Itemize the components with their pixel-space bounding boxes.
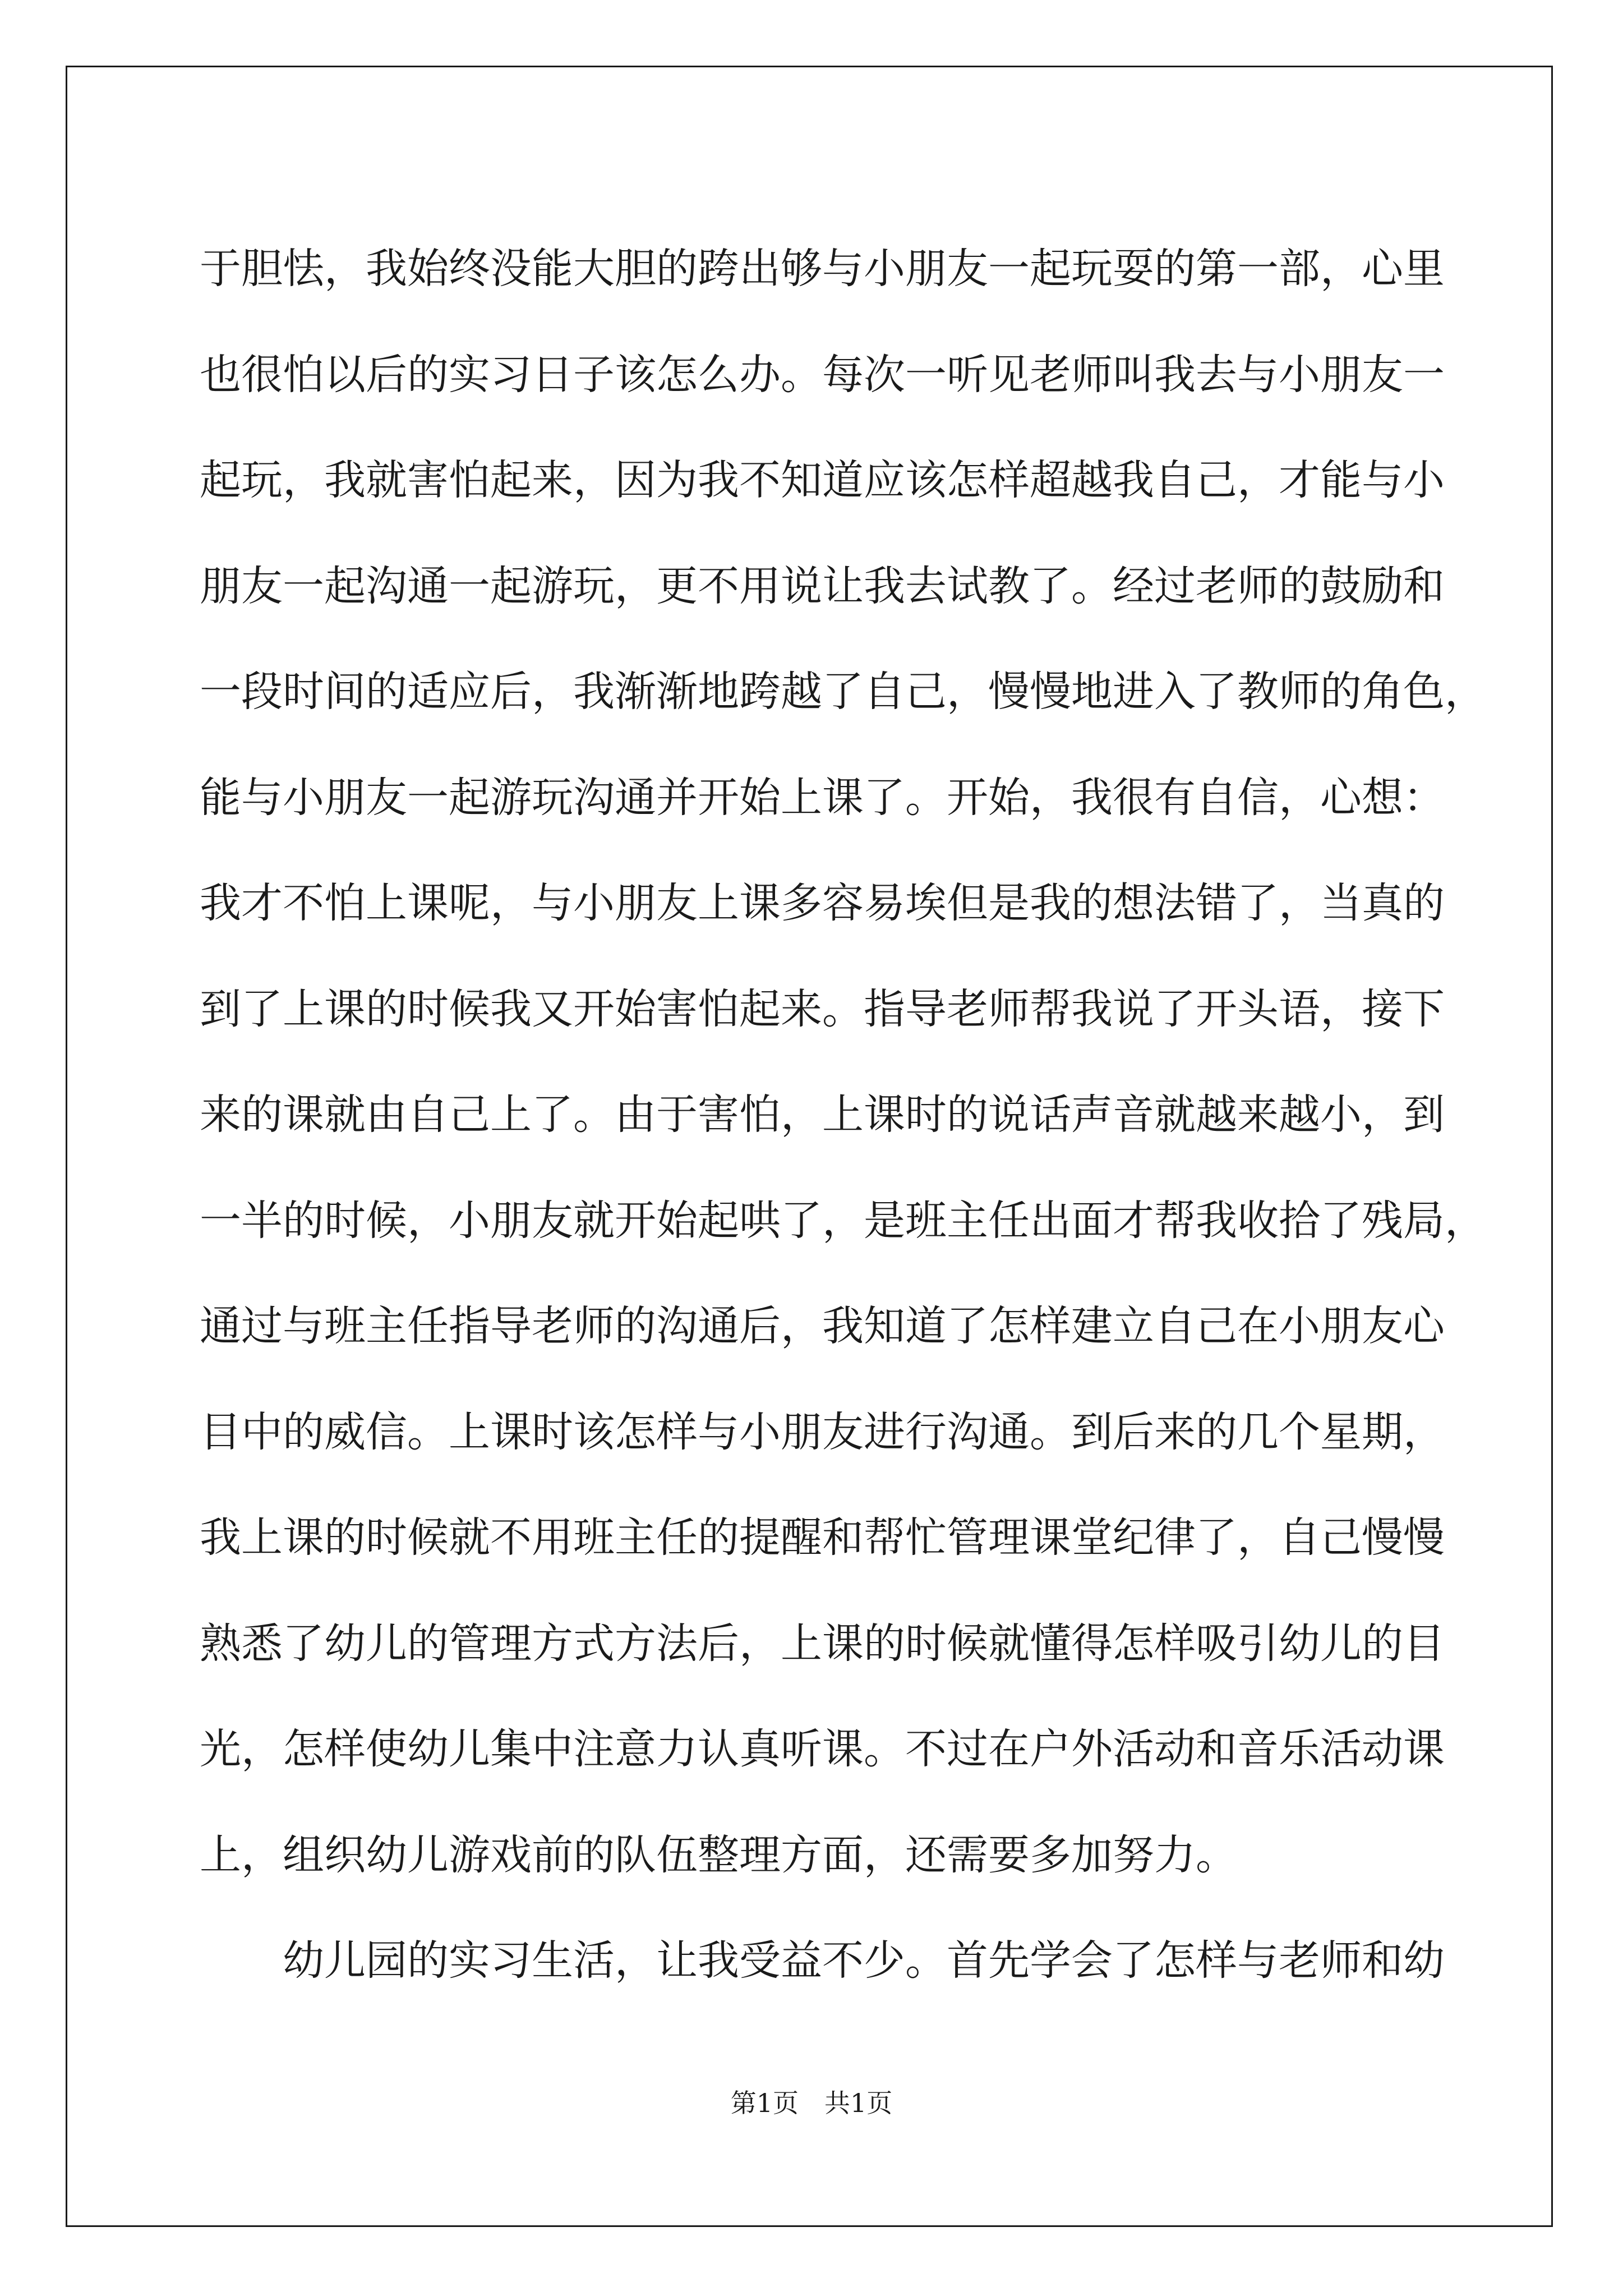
text-line: 上，组织幼儿游戏前的队伍整理方面，还需要多加努力。 xyxy=(200,1830,1237,1879)
text-line: 来的课就由自己上了。由于害怕，上课时的说话声音就越来越小，到 xyxy=(200,1091,1445,1139)
text-line: 我才不怕上课呢，与小朋友上课多容易埃但是我的想法错了，当真的 xyxy=(200,879,1445,927)
text-line: 光，怎样使幼儿集中注意力认真听课。不过在户外活动和音乐活动课 xyxy=(200,1725,1445,1773)
text-line: 也很怕以后的实习日子该怎么办。每次一听见老师叫我去与小朋友一 xyxy=(200,350,1445,399)
text-line: 目中的威信。上课时该怎样与小朋友进行沟通。到后来的几个星期， xyxy=(200,1407,1445,1456)
text-line: 我上课的时候就不用班主任的提醒和帮忙管理课堂纪律了，自己慢慢 xyxy=(200,1513,1445,1562)
text-line: 熟悉了幼儿的管理方式方法后，上课的时候就懂得怎样吸引幼儿的目 xyxy=(200,1619,1445,1668)
text-line: 一半的时候，小朋友就开始起哄了，是班主任出面才帮我收拾了残局， xyxy=(200,1196,1486,1245)
text-line: 能与小朋友一起游玩沟通并开始上课了。开始，我很有自信，心想： xyxy=(200,773,1445,822)
text-line: 通过与班主任指导老师的沟通后，我知道了怎样建立自己在小朋友心 xyxy=(200,1302,1445,1350)
text-line: 一段时间的适应后，我渐渐地跨越了自己，慢慢地进入了教师的角色， xyxy=(200,668,1486,716)
text-line: 到了上课的时候我又开始害怕起来。指导老师帮我说了开头语，接下 xyxy=(200,984,1445,1033)
page-number-footer: 第1页 共1页 xyxy=(730,2088,893,2118)
text-line: 朋友一起沟通一起游玩，更不用说让我去试教了。经过老师的鼓励和 xyxy=(200,562,1445,610)
text-line: 于胆怯，我始终没能大胆的跨出够与小朋友一起玩耍的第一部，心里 xyxy=(200,245,1445,293)
text-line: 起玩，我就害怕起来，因为我不知道应该怎样超越我自己，才能与小 xyxy=(200,456,1445,504)
paragraph-first-line: 幼儿园的实习生活，让我受益不少。首先学会了怎样与老师和幼 xyxy=(283,1936,1445,1985)
document-body xyxy=(200,216,1486,2014)
